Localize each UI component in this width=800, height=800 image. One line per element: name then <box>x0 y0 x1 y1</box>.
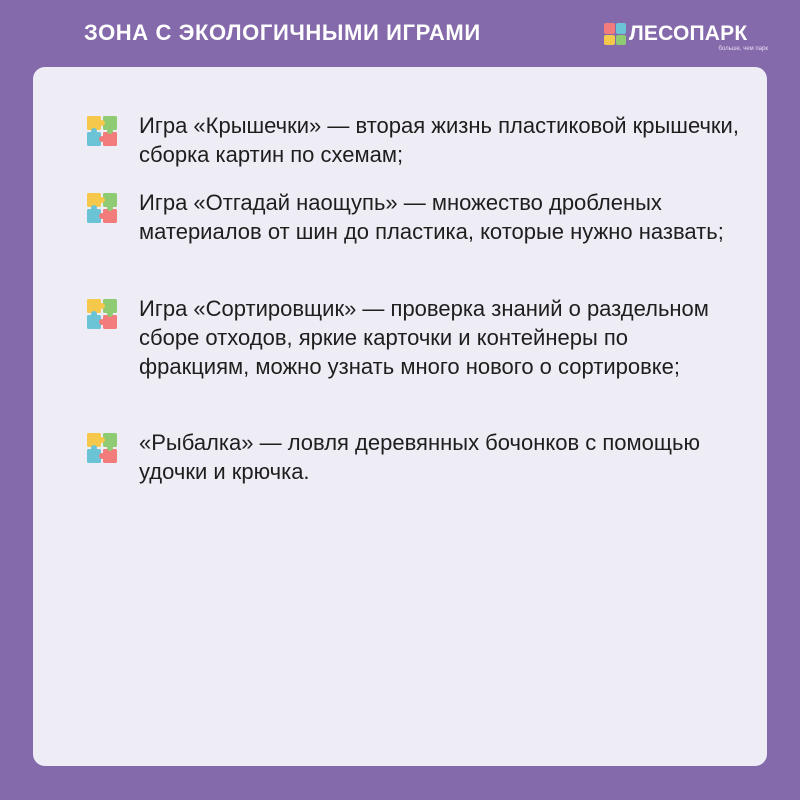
puzzle-icon <box>86 115 118 147</box>
logo <box>604 20 774 54</box>
puzzle-icon <box>86 432 118 464</box>
puzzle-icon <box>86 298 118 330</box>
list-item-text: Игра «Сортировщик» — проверка знаний о раздельном сборе отходов, яркие карточки и контейнеры по фракциям, можно узнать много нового о сортировке; <box>139 296 709 379</box>
list-item-text: «Рыбалка» — ловля деревянных бочонков с помощью удочки и крючка. <box>139 430 700 484</box>
puzzle-icon <box>86 192 118 224</box>
list-item-text: Игра «Отгадай наощупь» — множество дробленых материалов от шин до пластика, которые нужно назвать; <box>139 190 724 244</box>
logo-mark-icon <box>604 23 626 45</box>
list-item-text: Игра «Крышечки» — вторая жизнь пластиковой крышечки, сборка картин по схемам; <box>139 113 739 167</box>
page-title: ЗОНА С ЭКОЛОГИЧНЫМИ ИГРАМИ <box>84 20 481 45</box>
content-card <box>33 67 767 766</box>
logo-name: ЛЕСОПАРК <box>629 22 748 45</box>
logo-tagline: больше, чем парк <box>718 46 768 52</box>
